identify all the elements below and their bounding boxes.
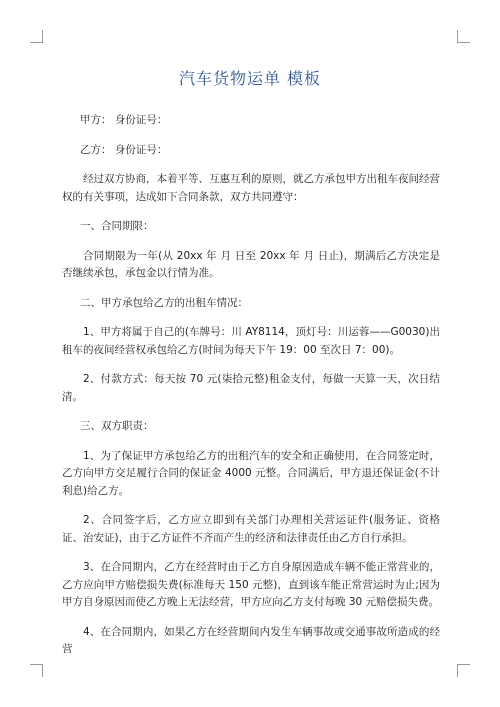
preamble-paragraph: 经过双方协商，本着平等、互惠互利的原则，就乙方承包甲方出租车夜间经营权的有关事项，达成如下合同条款，双方共同遵守： (62, 173, 440, 203)
duty-paragraph-2: 2、合同签字后，乙方应立即到有关部门办理相关营运证件(服务证、资格证、治安证)，由于乙方证件不齐而产生的经济和法律责任由乙方自行承担。 (62, 514, 440, 544)
crop-mark-bottom-left (30, 664, 43, 677)
payment-paragraph: 2、付款方式：每天按 70 元(柒拾元整)租金支付，每做一天算一天，次日结清。 (62, 373, 440, 403)
crop-mark-top-right (457, 30, 470, 43)
section-heading-term: 一、合同期限： (80, 220, 154, 232)
document-body (62, 112, 440, 671)
section-heading-duties: 三、双方职责： (80, 420, 154, 432)
party-b-line: 乙方： 身份证号： (80, 143, 168, 156)
term-paragraph: 合同期限为一年(从 20xx 年 月 日至 20xx 年 月 日止)，期满后乙方决定是否继续承包，承包金以行情为准。 (62, 249, 440, 279)
section-heading-vehicle: 二、甲方承包给乙方的出租车情况： (80, 296, 248, 309)
duty-paragraph-1: 1、为了保证甲方承包给乙方的出租汽车的安全和正确使用，在合同签定时，乙方向甲方交足履行合同的保证金 4000 元整。合同满后，甲方退还保证金(不计利息)给乙方。 (62, 449, 440, 497)
vehicle-paragraph-1: 1、甲方将属于自己的(车牌号：川 AY8114，顶灯号：川运蓉——G0030)出租车的夜间经营权承包给乙方(时间为每天下午 19：00 至次日 7：00)。 (62, 326, 440, 356)
crop-mark-bottom-right (457, 664, 470, 677)
crop-mark-top-left (30, 30, 43, 43)
document-title: 汽车货物运单 模板 (178, 69, 322, 88)
duty-paragraph-4: 4、在合同期内，如果乙方在经营期间内发生车辆事故或交通事故所造成的经营 (62, 625, 440, 655)
party-a-line: 甲方： 身份证号： (80, 114, 168, 126)
duty-paragraph-3: 3、在合同期内，乙方在经营时由于乙方自身原因造成车辆不能正常营业的，乙方应向甲方赔偿损失费(标准每天 150 元整)，直到该车能正常营运时为止;因为甲方自身原因而使乙方晚上无法经营，甲方应向乙方支付每晚 30 元赔偿损失费。 (62, 561, 440, 608)
